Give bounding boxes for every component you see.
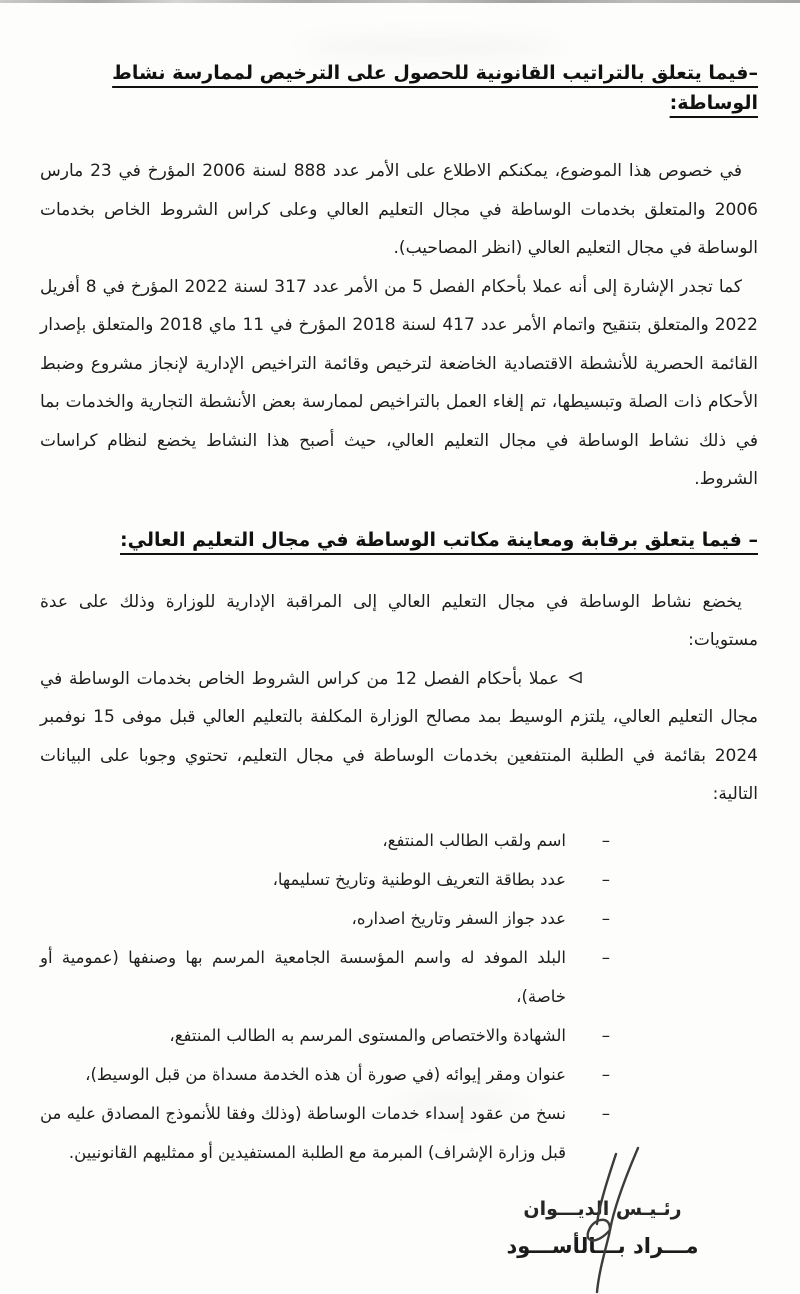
- list-item: [40, 938, 610, 1016]
- list-item-text: البلد الموفد له واسم المؤسسة الجامعية المرسم بها وصنفها (عمومية أو خاصة)،: [40, 947, 566, 1006]
- dash-bullet: –: [601, 1103, 610, 1123]
- section2-arrow-item-text: عملا بأحكام الفصل 12 من كراس الشروط الخاص بخدمات الوساطة في مجال التعليم العالي، يلتزم الوسيط بمد مصالح الوزارة المكلفة بالتعليم العالي قبل موفى 15 نوفمبر 2024 بقائمة في الطلبة المنتفعين بخدمات الوساطة في مجال التعليم، تحتوي وجوبا على البيانات التالية:: [40, 668, 758, 804]
- dash-bullet: –: [601, 947, 610, 967]
- section1-heading-text: –فيما يتعلق بالتراتيب القانونية للحصول على الترخيص لممارسة نشاط الوساطة:: [112, 62, 758, 114]
- signatory-name: مـــراد بـــالأســـود: [506, 1233, 699, 1258]
- list-item: [40, 899, 610, 938]
- signature-block: [465, 1192, 740, 1266]
- list-item-text: نسخ من عقود إسداء خدمات الوساطة (وذلك وفقا للأنموذج المصادق عليه من قبل وزارة الإشراف) المبرمة مع الطلبة المستفيدين أو ممثليهم القانونيين.: [40, 1103, 566, 1162]
- list-item-text: اسم ولقب الطالب المنتفع،: [382, 830, 566, 850]
- signatory-title: رئـيـس الديـــوان: [523, 1197, 682, 1220]
- dash-bullet: –: [601, 908, 610, 928]
- list-item: [40, 860, 610, 899]
- list-item-text: عدد جواز السفر وتاريخ اصداره،: [351, 908, 566, 928]
- dash-bullet: –: [601, 830, 610, 850]
- dash-bullet: –: [601, 1025, 610, 1045]
- dash-bullet: –: [601, 1064, 610, 1084]
- arrowhead-bullet-icon: [567, 660, 670, 699]
- section1-heading: [40, 58, 758, 118]
- list-item: [40, 1055, 610, 1094]
- section1-paragraph-1: في خصوص هذا الموضوع، يمكنكم الاطلاع على الأمر عدد 888 لسنة 2006 المؤرخ في 23 مارس 2006 والمتعلق بخدمات الوساطة في مجال التعليم العالي وعلى كراس الشروط الخاص بخدمات الوساطة في مجال التعليم العالي (انظر المصاحيب).: [40, 161, 758, 258]
- dash-bullet: –: [601, 869, 610, 889]
- section2-heading-text: – فيما يتعلق برقابة ومعاينة مكاتب الوساطة في مجال التعليم العالي:: [120, 528, 758, 551]
- required-data-list: [40, 821, 758, 1172]
- list-item-text: عنوان ومقر إيوائه (في صورة أن هذه الخدمة مسداة من قبل الوسيط)،: [85, 1064, 566, 1084]
- list-item: [40, 821, 610, 860]
- list-item: [40, 1016, 610, 1055]
- section2-arrow-item: [40, 660, 758, 814]
- section1-paragraph-2: كما تجدر الإشارة إلى أنه عملا بأحكام الفصل 5 من الأمر عدد 317 لسنة 2022 المؤرخ في 8 أفريل 2022 والمتعلق بتنقيح واتمام الأمر عدد 417 لسنة 2018 المؤرخ في 11 ماي 2018 والمتعلق بإصدار القائمة الحصرية للأنشطة الاقتصادية الخاضعة لترخيص وقائمة التراخيص الإدارية لإنجاز مشروع وضبط الأحكام ذات الصلة وتبسيطها، تم إلغاء العمل بالتراخيص لممارسة بعض الأنشطة التجارية والخدمات بما في ذلك نشاط الوساطة في مجال التعليم العالي، حيث أصبح هذا النشاط يخضع لنظام كراسات الشروط.: [40, 276, 758, 489]
- section2-heading: [40, 525, 758, 555]
- section2-intro: يخضع نشاط الوساطة في مجال التعليم العالي إلى المراقبة الإدارية للوزارة وذلك على عدة مستويات:: [40, 591, 758, 650]
- list-item: [40, 1094, 610, 1172]
- list-item-text: عدد بطاقة التعريف الوطنية وتاريخ تسليمها،: [272, 869, 566, 889]
- list-item-text: الشهادة والاختصاص والمستوى المرسم به الطالب المنتفع،: [169, 1025, 566, 1045]
